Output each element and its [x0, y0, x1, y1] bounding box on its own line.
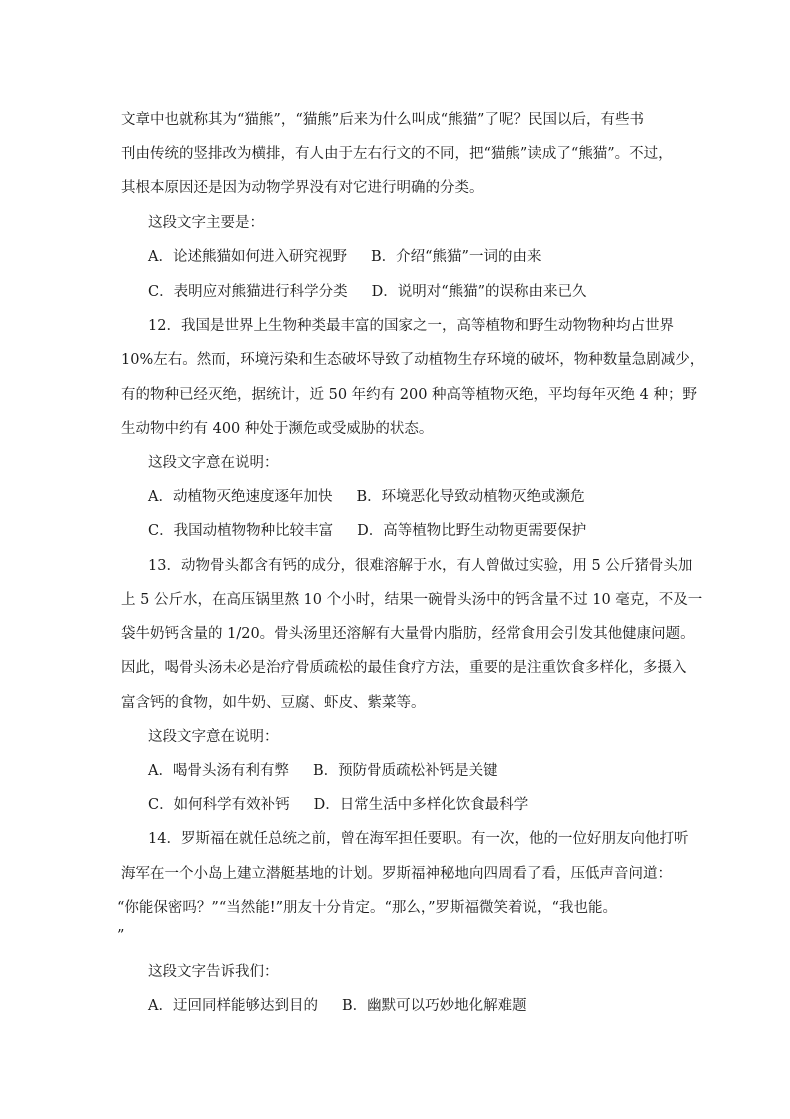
option-d: D．说明对“熊猫”的误称由来已久	[371, 284, 587, 300]
question-13-line-5: 富含钙的食物，如牛奶、豆腐、虾皮、紫菜等。	[121, 695, 426, 711]
question-14-options-ab	[148, 996, 527, 1016]
option-d: D．日常生活中多样化饮食最科学	[313, 797, 529, 813]
question-14-line-1: 14．罗斯福在就任总统之前，曾在海军担任要职。有一次，他的一位好朋友向他打听	[148, 831, 689, 847]
option-a: A．论述熊猫如何进入研究视野	[148, 249, 347, 265]
question-11-options-ab	[148, 247, 541, 267]
question-13-options-cd	[148, 795, 528, 815]
passage-11-line-2: 刊由传统的竖排改为横排，有人由于左右行文的不同，把“猫熊”读成了“熊猫”。不过，	[121, 146, 673, 162]
question-12-options-cd	[148, 521, 586, 541]
passage-11-line-3: 其根本原因还是因为动物学界没有对它进行明确的分类。	[121, 180, 484, 196]
option-a: A．动植物灭绝速度逐年加快	[148, 489, 333, 505]
option-a: A．迂回同样能够达到目的	[148, 998, 318, 1014]
option-d: D．高等植物比野生动物更需要保护	[357, 523, 587, 539]
question-14-line-4: ”	[117, 928, 125, 944]
question-11-options-cd	[148, 282, 587, 302]
passage-11-line-1: 文章中也就称其为“猫熊”，“猫熊”后来为什么叫成“熊猫”了呢？民国以后，有些书	[121, 112, 644, 128]
option-c: C．我国动植物物种比较丰富	[148, 523, 334, 539]
option-b: B．环境恶化导致动植物灭绝或濒危	[356, 489, 585, 505]
question-11-prompt: 这段文字主要是：	[148, 215, 264, 231]
question-12-line-4: 生动物中约有 400 种处于濒危或受威胁的状态。	[121, 421, 434, 437]
question-12-line-1: 12．我国是世界上生物种类最丰富的国家之一，高等植物和野生动物物种均占世界	[148, 318, 674, 334]
question-13-line-3: 袋牛奶钙含量的 1/20。骨头汤里还溶解有大量骨内脂肪，经常食用会引发其他健康问题。	[121, 626, 695, 642]
option-b: B．预防骨质疏松补钙是关键	[312, 763, 498, 779]
option-b: B．介绍“熊猫”一词的由来	[370, 249, 542, 265]
option-c: C．表明应对熊猫进行科学分类	[148, 284, 348, 300]
question-14-line-2: 海军在一个小岛上建立潜艇基地的计划。罗斯福神秘地向四周看了看，压低声音问道：	[121, 866, 672, 882]
option-c: C．如何科学有效补钙	[148, 797, 290, 813]
option-b: B．幽默可以巧妙地化解难题	[341, 998, 527, 1014]
question-14-line-3: “你能保密吗？”“当然能!”朋友十分肯定。“那么，”罗斯福微笑着说，“我也能。	[117, 900, 617, 916]
question-13-line-1: 13．动物骨头都含有钙的成分，很难溶解于水，有人曾做过实验，用 5 公斤猪骨头加	[148, 558, 693, 574]
question-13-line-4: 因此，喝骨头汤未必是治疗骨质疏松的最佳食疗方法，重要的是注重饮食多样化，多摄入	[121, 660, 687, 676]
question-12-line-2: 10%左右。然而，环境污染和生态破坏导致了动植物生存环境的破坏，物种数量急剧减少，	[121, 352, 705, 368]
question-14-prompt: 这段文字告诉我们：	[148, 964, 279, 980]
question-13-prompt: 这段文字意在说明：	[148, 729, 279, 745]
question-13-options-ab	[148, 761, 498, 781]
option-a: A．喝骨头汤有利有弊	[148, 763, 289, 779]
question-12-options-ab	[148, 487, 585, 507]
question-12-line-3: 有的物种已经灭绝，据统计，近 50 年约有 200 种高等植物灭绝，平均每年灭绝 4 种；野	[121, 387, 698, 403]
question-12-prompt: 这段文字意在说明：	[148, 455, 279, 471]
question-13-line-2: 上 5 公斤水，在高压锅里熬 10 个小时，结果一碗骨头汤中的钙含量不过 10 毫克，不及一	[121, 592, 703, 608]
